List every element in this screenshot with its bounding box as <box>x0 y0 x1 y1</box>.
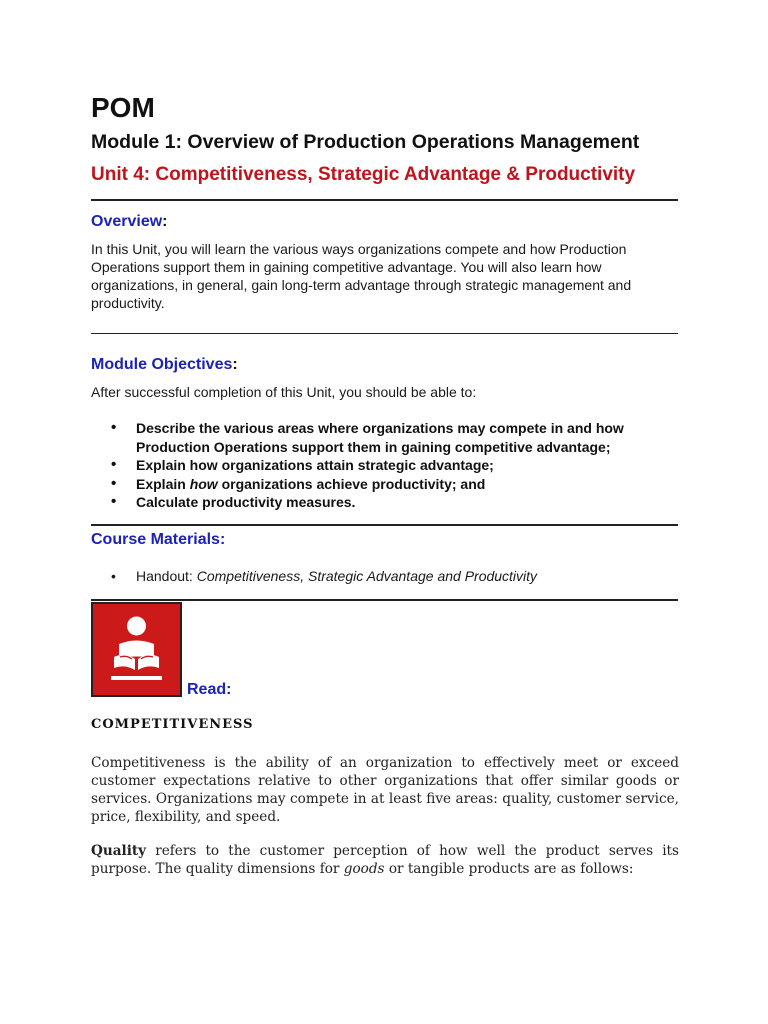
quality-text: or tangible products are as follows: <box>384 861 634 877</box>
overview-heading-colon: : <box>162 213 168 230</box>
overview-text: In this Unit, you will learn the various ways organizations compete and how Production Operations support them in gaining competitive advantage. You will also learn how organizations, in general, gain long-term advantage through strategic management and productivity. <box>91 241 632 311</box>
objectives-heading-text: Module Objectives <box>91 356 233 373</box>
objectives-heading <box>91 356 238 374</box>
objective-text: Explain <box>136 475 190 492</box>
objective-item: • Explain how organizations attain strategic advantage; <box>111 456 691 475</box>
quality-text: refers to the customer perception of how well the product serves its purpose. The quality dimensions for <box>91 843 679 877</box>
unit-title: Unit 4: Competitiveness, Strategic Advantage & Productivity <box>91 164 636 185</box>
objectives-heading-colon: : <box>232 356 238 373</box>
materials-heading: Course Materials: <box>91 531 226 548</box>
objective-item <box>111 475 691 494</box>
handout-item <box>111 568 537 584</box>
divider <box>91 599 678 601</box>
objective-item: • Describe the various areas where organizations may compete in and how Production Operations support them in gaining competitive advantage; <box>111 419 691 456</box>
objective-emphasis: how <box>189 475 218 492</box>
objectives-list <box>111 419 691 512</box>
quality-emphasis: goods <box>343 861 385 877</box>
quality-term: Quality <box>91 843 147 859</box>
overview-heading-text: Overview <box>91 213 163 230</box>
objectives-intro: After successful completion of this Unit, you should be able to: <box>91 384 477 400</box>
reading-person-icon <box>93 604 180 695</box>
overview-heading <box>91 213 167 231</box>
objective-item: • Calculate productivity measures. <box>111 493 691 512</box>
objective-text: organizations achieve productivity; and <box>217 475 486 492</box>
section-heading: COMPETITIVENESS <box>91 717 254 732</box>
divider <box>91 524 678 526</box>
handout-title: Competitiveness, Strategic Advantage and Productivity <box>196 568 538 584</box>
divider <box>91 199 678 201</box>
read-icon-box <box>91 602 182 697</box>
competitiveness-paragraph: Competitiveness is the ability of an organization to effectively meet or exceed customer expectations relative to other organizations that offer similar goods or services. Organizations may compete in at least five areas: quality, customer service, price, flexibility, and speed. <box>91 755 679 825</box>
divider <box>91 333 678 334</box>
read-label: Read: <box>187 681 232 698</box>
handout-label: Handout: <box>136 568 197 584</box>
quality-paragraph <box>91 842 679 878</box>
document-title: POM <box>91 92 155 123</box>
module-title: Module 1: Overview of Production Operations Management <box>91 131 640 153</box>
